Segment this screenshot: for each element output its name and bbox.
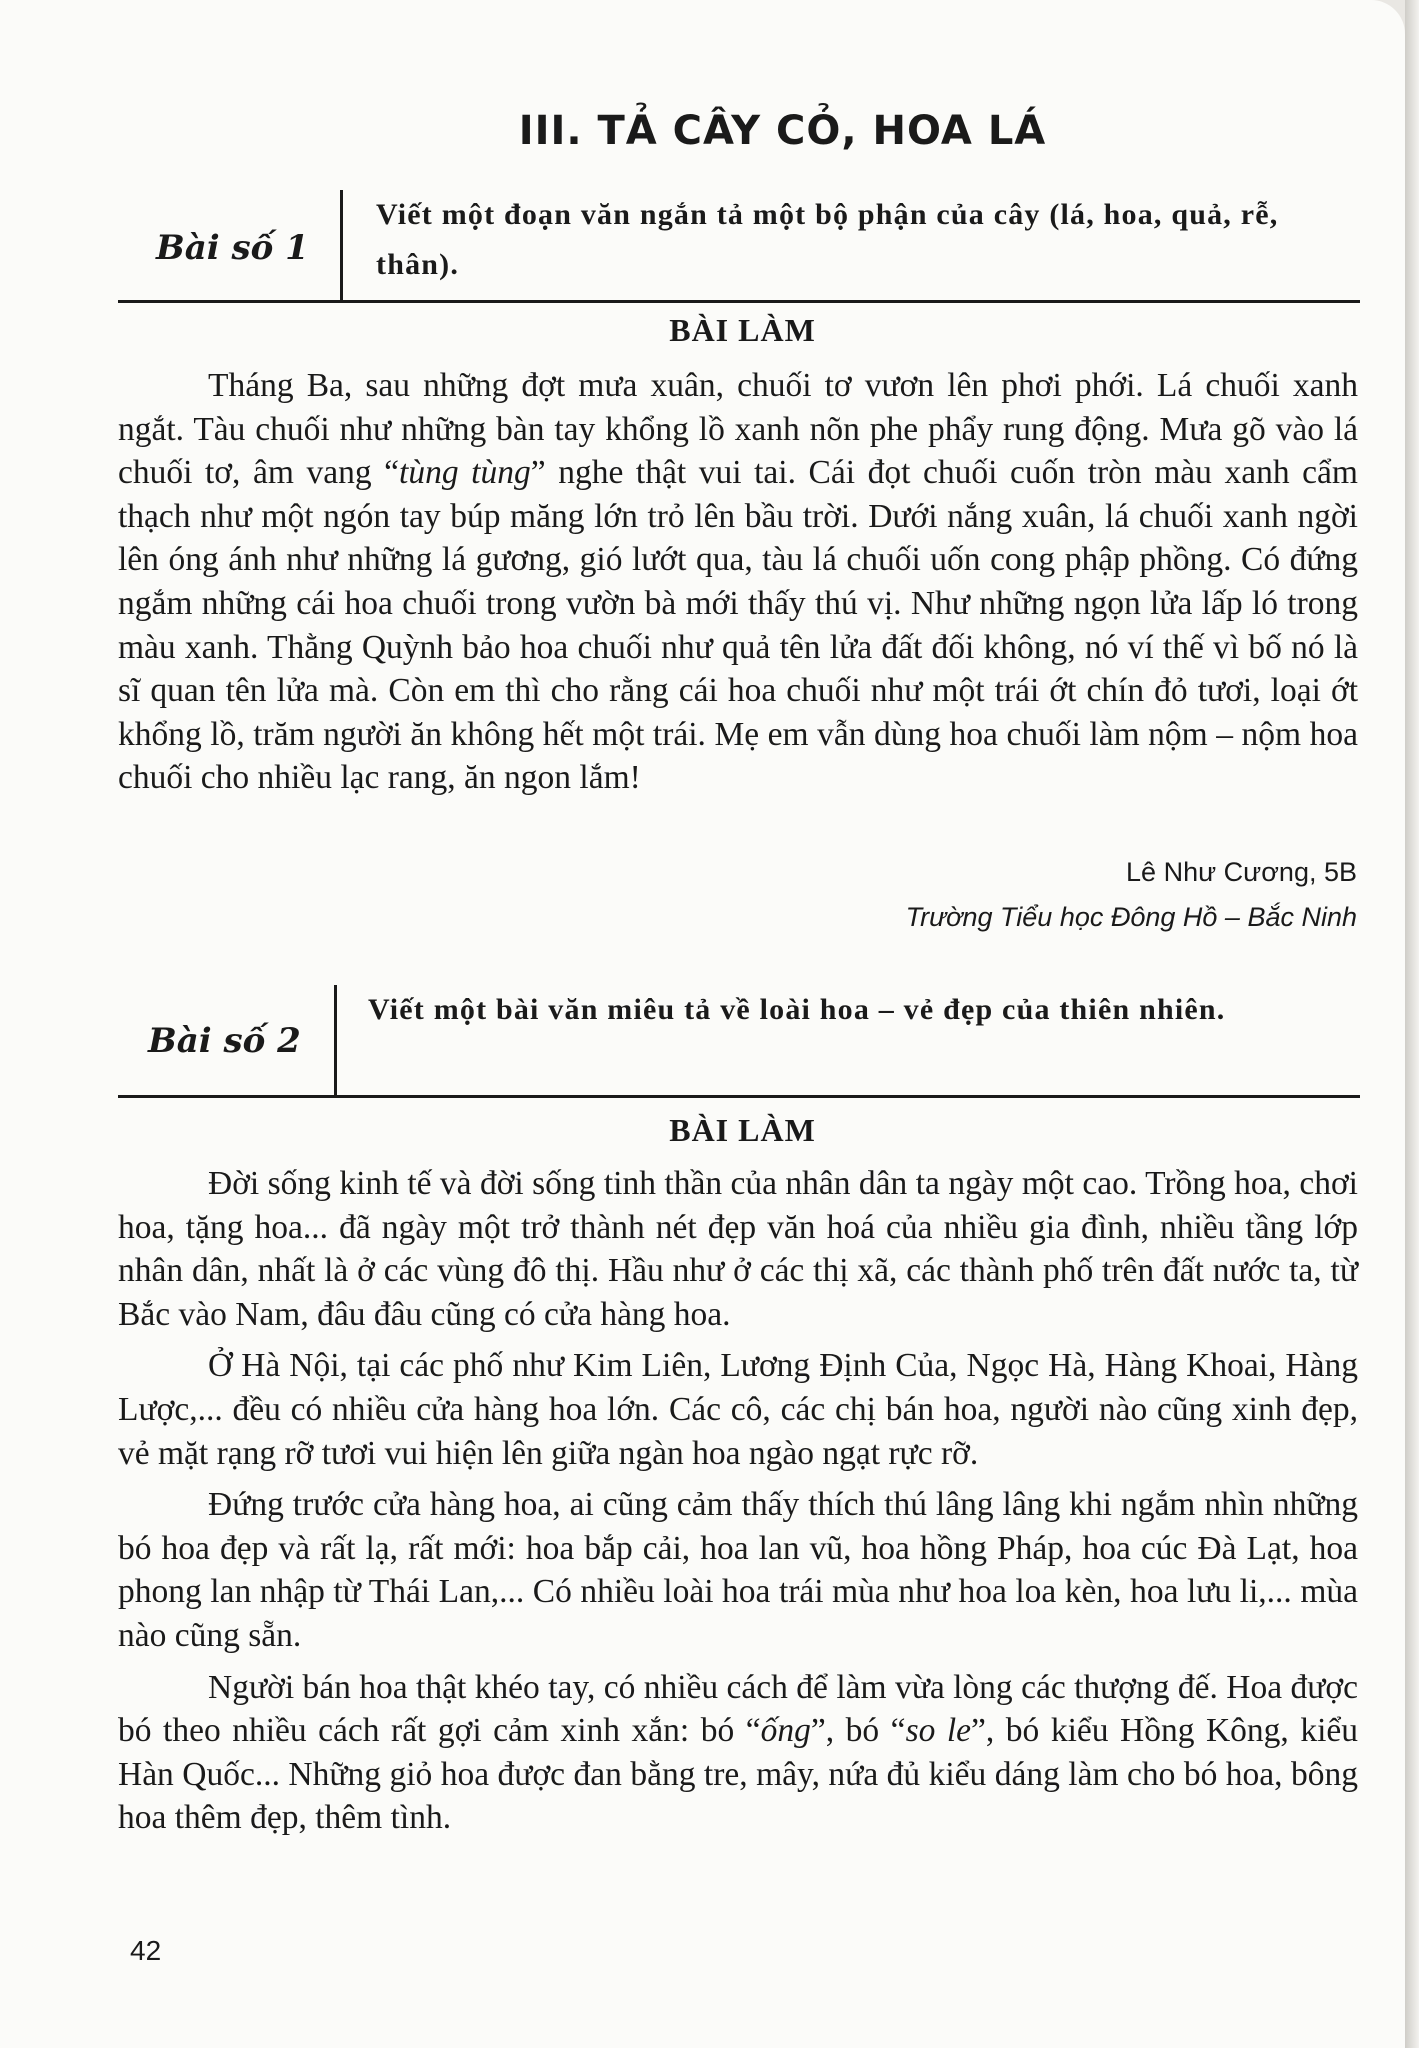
exercise-2-heading: BÀI LÀM xyxy=(669,1112,816,1148)
exercise-1-credit xyxy=(906,850,1357,940)
exercise-2-paragraph-2: Ở Hà Nội, tại các phố như Kim Liên, Lương Định Của, Ngọc Hà, Hàng Khoai, Hàng Lược,... đều có nhiều cửa hàng hoa lớn. Các cô, các chị bán hoa, người nào cũng xinh đẹp, vẻ mặt rạng rỡ tươi vui hiện lên giữa ngàn hoa ngào ngạt rực rỡ. xyxy=(118,1347,1358,1472)
exercise-2-label: Bài số 2 xyxy=(148,1021,301,1061)
exercise-2-paragraph-1: Đời sống kinh tế và đời sống tinh thần của nhân dân ta ngày một cao. Trồng hoa, chơi hoa, tặng hoa... đã ngày một trở thành nét đẹp văn hoá của nhiều gia đình, nhiều tầng lớp nhân dân, nhất là ở các vùng đô thị. Hầu như ở các thị xã, các thành phố trên đất nước ta, từ Bắc vào Nam, đâu đâu cũng có cửa hàng hoa. xyxy=(118,1165,1358,1333)
page-edge xyxy=(1405,0,1419,2048)
paragraph-text: ”, bó “ xyxy=(810,1712,906,1750)
paragraph-italic-text: tùng tùng xyxy=(399,454,531,492)
exercise-1-paragraph xyxy=(118,364,1358,800)
paragraph-text: ”, bó kiểu Hồng Kông, kiểu Hàn Quốc... Những giỏ hoa được đan bằng tre, mây, nứa đủ kiểu dáng làm cho bó hoa, bông hoa thêm đẹp, thêm tình. xyxy=(118,1712,1358,1837)
exercise-1-task: Viết một đoạn văn ngắn tả một bộ phận của cây (lá, hoa, quả, rễ, thân). xyxy=(376,198,1279,281)
exercise-2-paragraph-4 xyxy=(118,1666,1358,1840)
paragraph-italic-text: ống xyxy=(760,1712,811,1750)
paragraph-text: ” nghe thật vui tai. Cái đọt chuối cuốn tròn màu xanh cẩm thạch như một ngón tay búp măng lớn trỏ lên bầu trời. Dưới nắng xuân, lá chuối xanh ngời lên óng ánh như những lá gương, gió lướt qua, tàu lá chuối uốn cong phập phồng. Có đứng ngắm những cái hoa chuối trong vườn bà mới thấy thú vị. Như những ngọn lửa lấp ló trong màu xanh. Thằng Quỳnh bảo hoa chuối như quả tên lửa đất đối không, nó ví thế vì bố nó là sĩ quan tên lửa mà. Còn em thì cho rằng cái hoa chuối như một trái ớt chín đỏ tươi, loại ớt khổng lồ, trăm người ăn không hết một trái. Mẹ em vẫn dùng hoa chuối làm nộm – nộm hoa chuối cho nhiều lạc rang, ăn ngon lắm! xyxy=(118,454,1358,797)
chapter-title: III. TẢ CÂY CỎ, HOA LÁ xyxy=(518,108,1047,154)
exercise-2-task: Viết một bài văn miêu tả về loài hoa – vẻ đẹp của thiên nhiên. xyxy=(368,993,1226,1026)
exercise-2-paragraph-3: Đứng trước cửa hàng hoa, ai cũng cảm thấy thích thú lâng lâng khi ngắm nhìn những bó hoa đẹp và rất lạ, rất mới: hoa bắp cải, hoa lan vũ, hoa hồng Pháp, hoa cúc Đà Lạt, hoa phong lan nhập từ Thái Lan,... Có nhiều loài hoa trái mùa như hoa loa kèn, hoa lưu li,... mùa nào cũng sẵn. xyxy=(118,1486,1358,1654)
author-name: Lê Như Cương, 5B xyxy=(1126,857,1357,887)
exercise-1-header xyxy=(118,190,1360,303)
paragraph-text: Tháng Ba, sau những đợt mưa xuân, chuối tơ vươn lên phơi phới. Lá chuối xanh ngắt. Tàu chuối như những bàn tay khổng lồ xanh nõn phe phẩy rung động. Mưa gõ vào lá chuối tơ, âm vang “ xyxy=(118,367,1358,492)
school-name: Trường Tiểu học Đông Hồ – Bắc Ninh xyxy=(905,902,1357,932)
exercise-2-body xyxy=(118,1162,1358,1840)
exercise-1-divider xyxy=(340,190,343,300)
exercise-1-body xyxy=(118,364,1358,800)
exercise-1-heading: BÀI LÀM xyxy=(669,312,816,348)
exercise-1-label: Bài số 1 xyxy=(156,228,309,268)
paragraph-text: Người bán hoa thật khéo tay, có nhiều cách để làm vừa lòng các thượng đế. Hoa được bó theo nhiều cách rất gợi cảm xinh xắn: bó “ xyxy=(118,1668,1358,1750)
exercise-2-divider xyxy=(334,985,337,1095)
paragraph-italic-text: so le xyxy=(905,1712,972,1750)
exercise-2-header xyxy=(118,985,1360,1098)
page-number: 42 xyxy=(130,1935,162,1966)
